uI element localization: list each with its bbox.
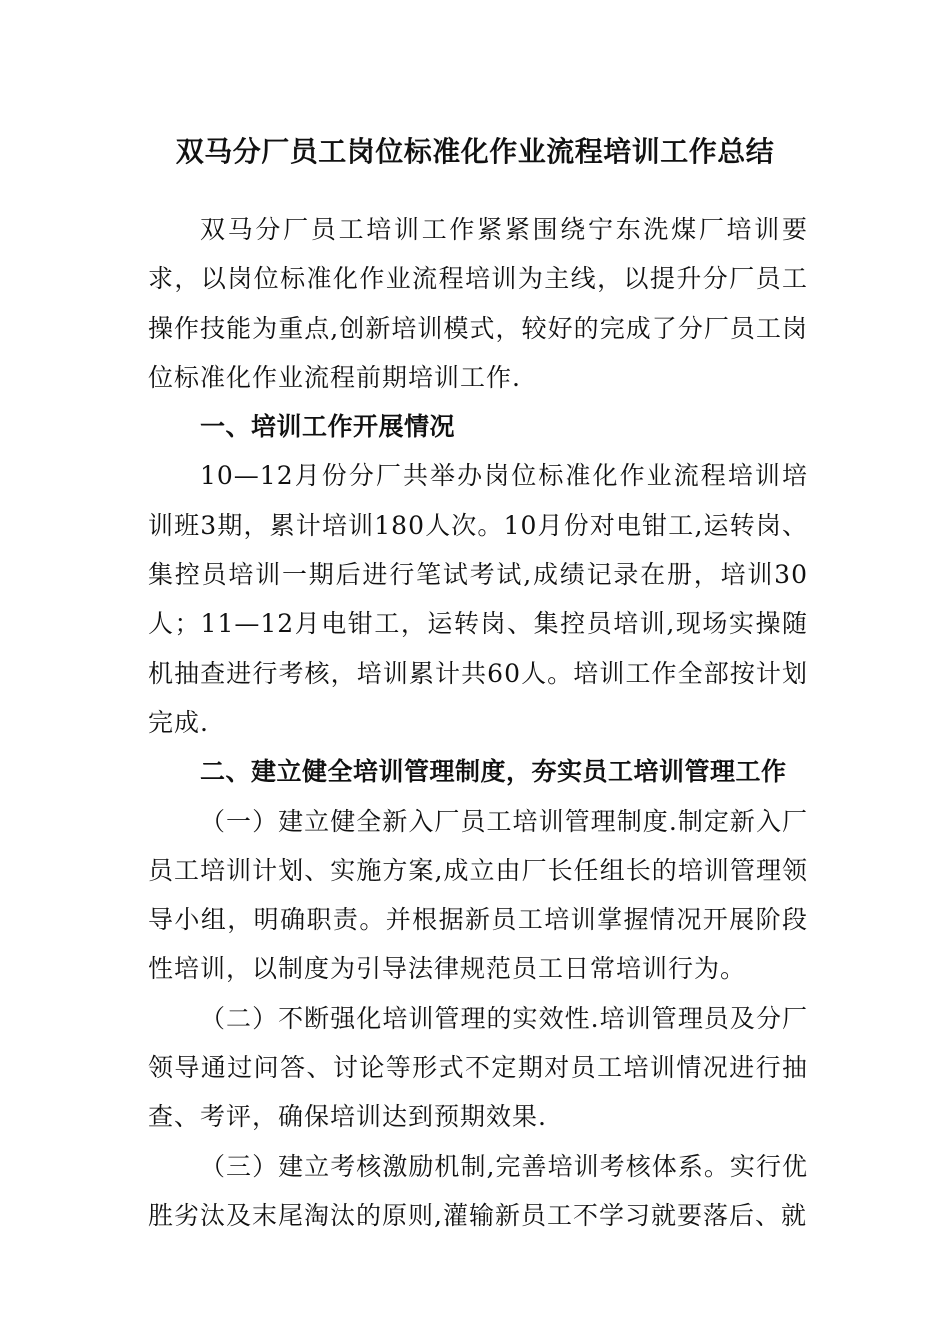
intro-paragraph: 双马分厂员工培训工作紧紧围绕宁东洗煤厂培训要求，以岗位标准化作业流程培训为主线，以提升分厂员工操作技能为重点,创新培训模式，较好的完成了分厂员工岗位标准化作业流程前期培训工作. [148,215,808,392]
section-2-item-2: （二）不断强化培训管理的实效性.培训管理员及分厂领导通过问答、讨论等形式不定期对员工培训情况进行抽查、考评，确保培训达到预期效果. [148,1003,808,1132]
section-1-heading: 一、培训工作开展情况 [200,412,456,442]
document-body [148,205,808,1240]
section-2-item-1: （一）建立健全新入厂员工培训管理制度.制定新入厂员工培训计划、实施方案,成立由厂长任组长的培训管理领导小组，明确职责。并根据新员工培训掌握情况开展阶段性培训，以制度为引导法律规范员工日常培训行为。 [148,806,808,984]
section-2-item-3: （三）建立考核激励机制,完善培训考核体系。实行优胜劣汰及末尾淘汰的原则,灌输新员工不学习就要落后、就 [148,1151,808,1230]
section-2-heading: 二、建立健全培训管理制度，夯实员工培训管理工作 [200,757,787,787]
document-title: 双马分厂员工岗位标准化作业流程培训工作总结 [175,135,775,168]
section-1-paragraph: 10—12月份分厂共举办岗位标准化作业流程培训培训班3期，累计培训180人次。10月份对电钳工,运转岗、集控员培训一期后进行笔试考试,成绩记录在册，培训30人；11—12月电钳工，运转岗、集控员培训,现场实操随机抽查进行考核，培训累计共60人。培训工作全部按计划完成. [148,461,808,737]
